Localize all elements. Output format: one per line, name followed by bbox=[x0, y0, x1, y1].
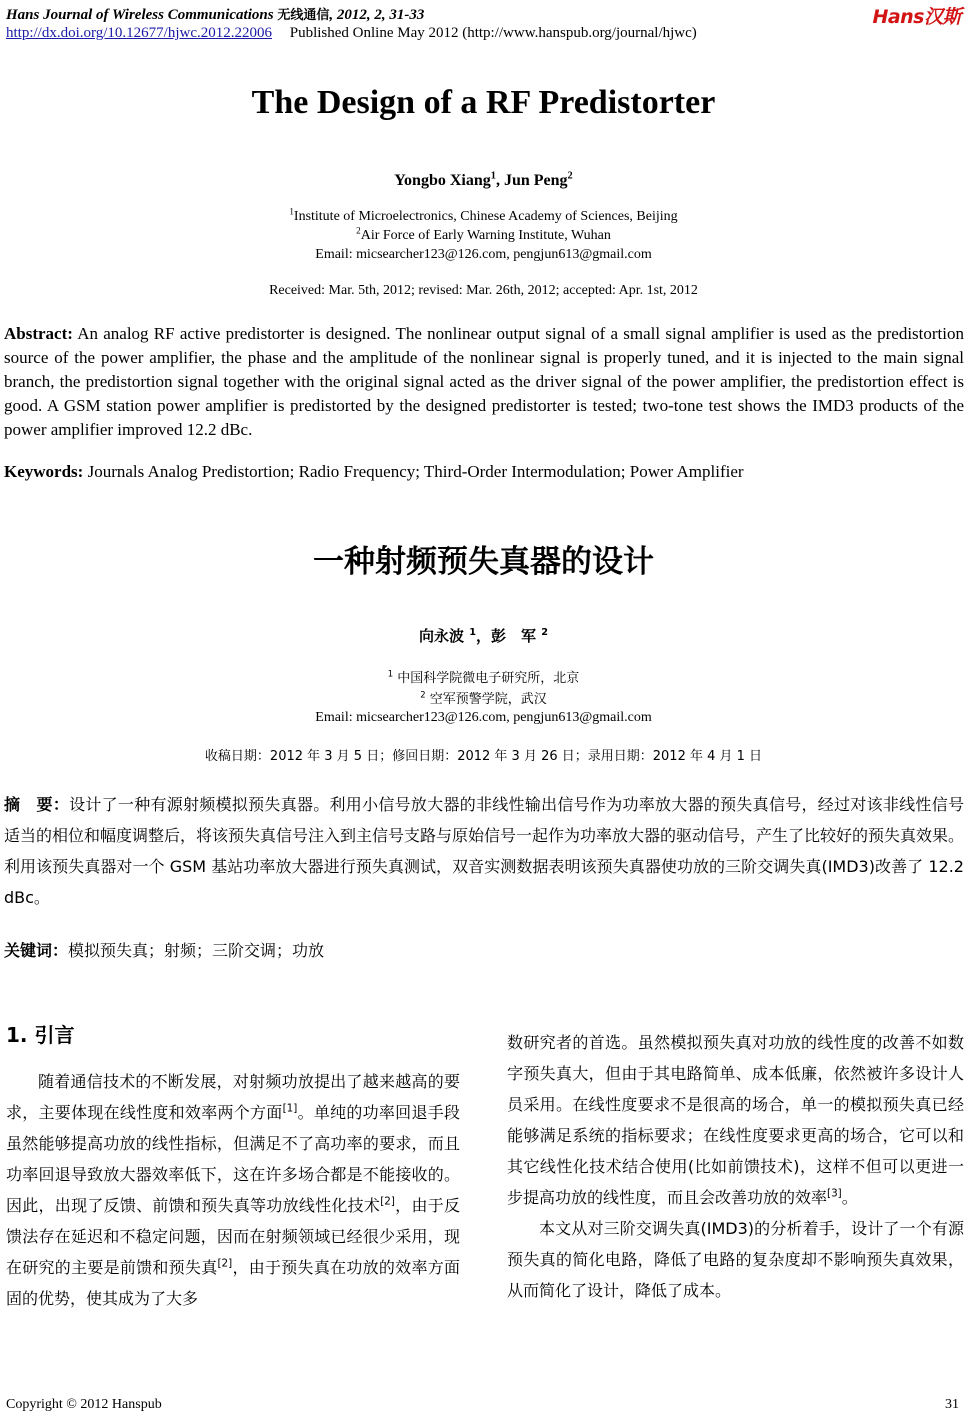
keywords-label: Keywords: bbox=[4, 462, 84, 481]
hans-logo: Hans汉斯 bbox=[872, 6, 961, 28]
affiliation-cn-2 bbox=[0, 688, 967, 707]
citation: [3] bbox=[827, 1187, 842, 1200]
email-cn: Email: micsearcher123@126.com, pengjun613@gmail.com bbox=[315, 710, 652, 725]
text-run: ，由于预失真在功放的效率方面固的优势，使其成为了大多 bbox=[6, 1258, 460, 1308]
author-separator: , bbox=[495, 172, 504, 189]
received-dates-en: Received: Mar. 5th, 2012; revised: Mar. 26th, 2012; accepted: Apr. 1st, 2012 bbox=[269, 283, 698, 298]
abstract-label: Abstract: bbox=[4, 324, 73, 343]
journal-name-cn: 无线通信 bbox=[277, 8, 330, 23]
keywords-en bbox=[4, 460, 964, 484]
affiliation-cn-1 bbox=[0, 667, 967, 686]
copyright: Copyright © 2012 Hanspub bbox=[6, 1397, 162, 1412]
paper-title-en: The Design of a RF Predistorter bbox=[251, 84, 716, 121]
body-column-right bbox=[507, 1027, 964, 1306]
text-run: 数研究者的首选。虽然模拟预失真对功放的线性度的改善不如数字预失真大，但由于其电路简单、成本低廉，依然被许多设计人员采用。在线性度要求不是很高的场合，单一的模拟预失真已经能够满足系统的指标要求；在线性度要求更高的场合，它可以和其它线性化技术结合使用(比如前馈技术)，这样不但可以更进一步提高功放的线性度，而且会改善功放的效率 bbox=[507, 1033, 964, 1207]
abstract-en bbox=[4, 322, 964, 442]
author-affil-mark: 1 bbox=[490, 170, 496, 182]
authors-cn bbox=[0, 625, 967, 646]
affil-mark: 2 bbox=[420, 689, 426, 700]
author-affil-mark: 2 bbox=[567, 170, 573, 182]
author-affil-mark: 2 bbox=[541, 627, 549, 638]
doi-link[interactable]: http://dx.doi.org/10.12677/hjwc.2012.22006 bbox=[6, 25, 272, 41]
page-number: 31 bbox=[945, 1397, 959, 1412]
body-paragraph bbox=[6, 1066, 460, 1314]
affil-text: Air Force of Early Warning Institute, Wuhan bbox=[360, 228, 611, 243]
paper-title-cn: 一种射频预失真器的设计 bbox=[313, 544, 654, 580]
citation: [1] bbox=[282, 1102, 298, 1115]
affil-mark: 2 bbox=[356, 225, 361, 236]
keywords-text: 模拟预失真；射频；三阶交调；功放 bbox=[68, 941, 325, 960]
keywords-label: 关键词： bbox=[4, 941, 69, 960]
journal-info: , 2012, 2, 31-33 bbox=[329, 7, 425, 23]
email-en: Email: micsearcher123@126.com, pengjun613@gmail.com bbox=[315, 247, 652, 262]
affiliation-en-2 bbox=[0, 226, 967, 245]
authors-en bbox=[0, 172, 967, 190]
affil-mark: 1 bbox=[387, 668, 394, 679]
text-run: 随着通信技术的不断发展，对射频功放提出了越来越高的要求，主要体现在线性度和效率两个方面 bbox=[6, 1072, 460, 1122]
affil-text: 中国科学院微电子研究所，北京 bbox=[397, 671, 580, 686]
author-separator: ， bbox=[475, 627, 491, 645]
citation: [2] bbox=[380, 1195, 395, 1208]
section-heading: 1. 引言 bbox=[6, 1023, 75, 1047]
author-name: 彭 军 bbox=[491, 627, 537, 645]
keywords-cn bbox=[4, 935, 964, 966]
affil-text: Institute of Microelectronics, Chinese Academy of Sciences, Beijing bbox=[293, 209, 678, 224]
author-affil-mark: 1 bbox=[469, 627, 476, 638]
body-paragraph bbox=[507, 1027, 964, 1213]
published-info: Published Online May 2012 (http://www.hanspub.org/journal/hjwc) bbox=[289, 25, 697, 41]
author-name: Yongbo Xiang bbox=[394, 172, 491, 189]
abstract-text: An analog RF active predistorter is designed. The nonlinear output signal of a small signal amplifier is used as the predistortion source of the power amplifier, the phase and the amplitude of the nonlinear signal is properly tuned, and it is injected to the main signal branch, the predistortion signal together with the original signal acted as the driver signal of the power amplifier, the predistortion effect is good. A GSM station power amplifier is predistorted by the designed predistorter is tested; two-tone test shows the IMD3 products of the power amplifier improved 12.2 dBc. bbox=[4, 324, 964, 439]
journal-header bbox=[6, 4, 424, 24]
abstract-cn bbox=[4, 789, 964, 913]
abstract-label: 摘 要： bbox=[4, 795, 70, 814]
text-run: ，由于反馈法存在延迟和不稳定问题，因而在射频领域已经很少采用，现在研究的主要是前馈和预失真 bbox=[6, 1196, 460, 1277]
received-dates-cn: 收稿日期：2012 年 3 月 5 日；修回日期：2012 年 3 月 26 日；录用日期：2012 年 4 月 1 日 bbox=[204, 749, 763, 764]
body-paragraph: 本文从对三阶交调失真(IMD3)的分析着手，设计了一个有源预失真的简化电路，降低了电路的复杂度却不影响预失真效果，从而简化了设计，降低了成本。 bbox=[507, 1219, 964, 1300]
affil-text: 空军预警学院，武汉 bbox=[429, 692, 547, 707]
body-column-left bbox=[6, 1066, 460, 1314]
abstract-text: 设计了一种有源射频模拟预失真器。利用小信号放大器的非线性输出信号作为功率放大器的预失真信号，经过对该非线性信号适当的相位和幅度调整后，将该预失真信号注入到主信号支路与原始信号一起作为功率放大器的驱动信号，产生了比较好的预失真效果。利用该预失真器对一个 GSM 基站功率放大器进行预失真测试，双音实测数据表明该预失真器使功放的三阶交调失真(IMD3)改善了 12.2 dBc。 bbox=[4, 795, 965, 907]
keywords-text: Journals Analog Predistortion; Radio Frequency; Third-Order Intermodulation; Power Amplifier bbox=[83, 462, 744, 481]
text-run: 。单纯的功率回退手段虽然能够提高功放的线性指标，但满足不了高功率的要求，而且功率回退导致放大器效率低下，这在许多场合都是不能接收的。因此，出现了反馈、前馈和预失真等功放线性化技术 bbox=[6, 1103, 460, 1215]
author-name: 向永波 bbox=[418, 627, 464, 645]
citation: [2] bbox=[217, 1257, 233, 1270]
affiliation-en-1 bbox=[0, 207, 967, 226]
doi-line bbox=[6, 25, 697, 42]
author-name: Jun Peng bbox=[503, 172, 568, 189]
affil-mark: 1 bbox=[289, 206, 294, 217]
text-run: 。 bbox=[841, 1188, 858, 1207]
journal-name-en: Hans Journal of Wireless Communications bbox=[6, 7, 274, 23]
